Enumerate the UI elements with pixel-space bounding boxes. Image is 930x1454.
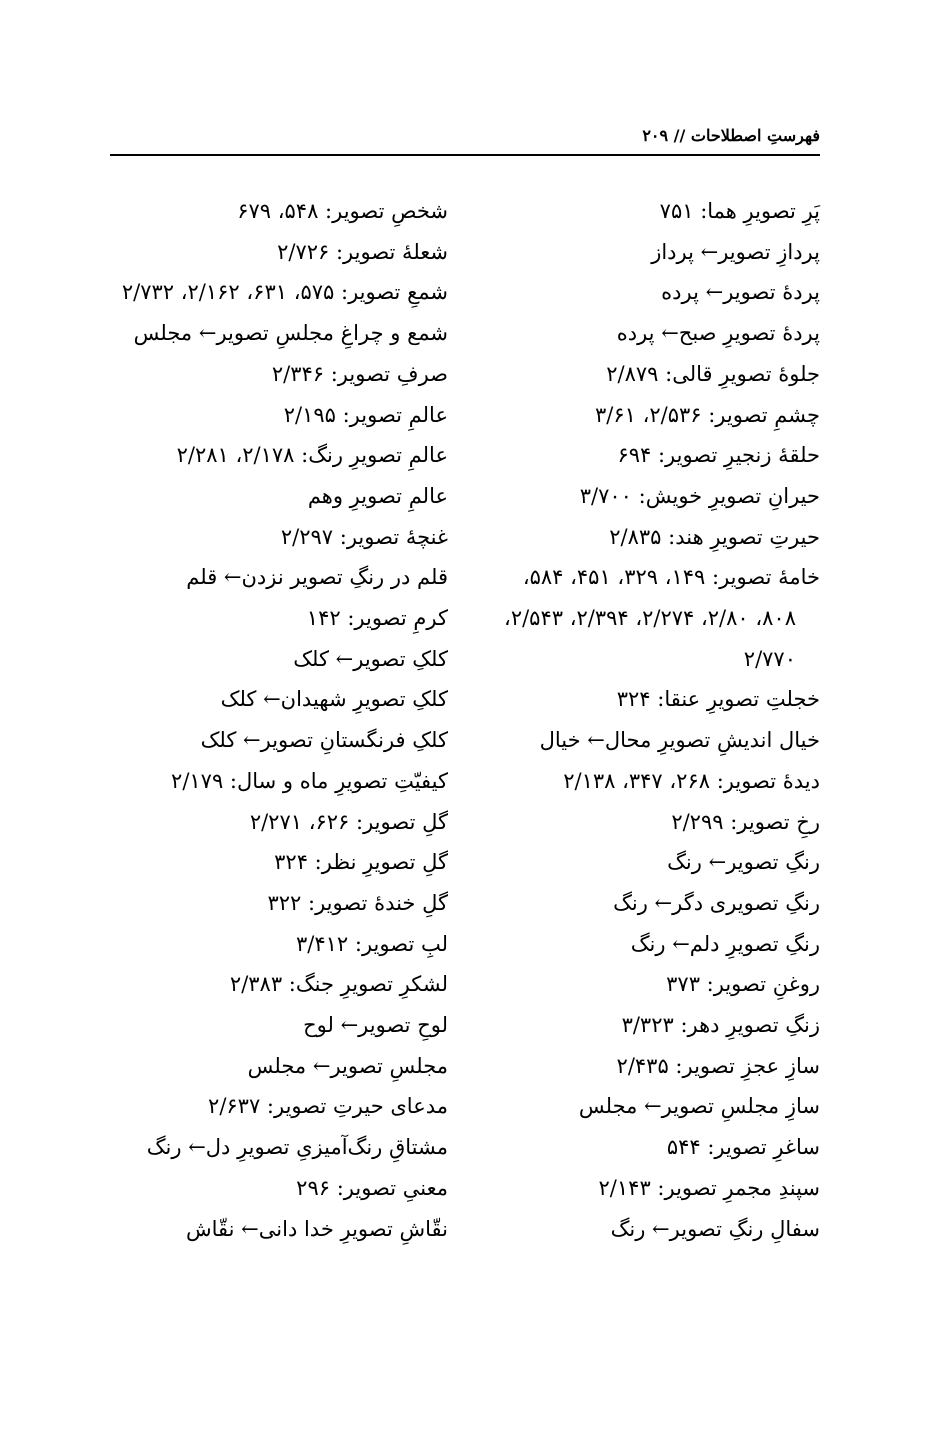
index-entry: گلِ تصویرِ نظر: ۳۲۴ xyxy=(274,850,448,875)
index-entry: ساغرِ تصویر: ۵۴۴ xyxy=(666,1135,820,1160)
index-entry: رخِ تصویر: ۲/۲۹۹ xyxy=(671,809,820,834)
index-entry: سپندِ مجمرِ تصویر: ۲/۱۴۳ xyxy=(598,1175,820,1200)
index-entry: حیرانِ تصویرِ خویش: ۳/۷۰۰ xyxy=(579,483,820,508)
index-column-right xyxy=(490,191,820,1249)
index-entry: کیفیّتِ تصویرِ ماه و سال: ۲/۱۷۹ xyxy=(171,768,448,793)
index-entry: رنگِ تصویر← رنگ xyxy=(667,850,820,875)
index-entry: عالمِ تصویر: ۲/۱۹۵ xyxy=(283,402,448,427)
index-entry: معنیِ تصویر: ۲۹۶ xyxy=(296,1175,448,1200)
index-entry: لبِ تصویر: ۳/۴۱۲ xyxy=(296,931,448,956)
index-entry: مدعای حیرتِ تصویر: ۲/۶۳۷ xyxy=(208,1094,448,1119)
index-entry: عالمِ تصویرِ وهم xyxy=(307,483,448,508)
index-entry: حیرتِ تصویرِ هند: ۲/۸۳۵ xyxy=(609,524,820,549)
index-entry: پردهٔ تصویر← پرده xyxy=(661,280,820,305)
index-entry: صرفِ تصویر: ۲/۳۴۶ xyxy=(271,361,448,386)
index-entry: خجلتِ تصویرِ عنقا: ۳۲۴ xyxy=(616,687,820,712)
index-entry: لوحِ تصویر← لوح xyxy=(303,1013,448,1038)
index-entry: شمعِ تصویر: ۵۷۵، ۶۳۱، ۲/۱۶۲، ۲/۷۳۲ xyxy=(121,280,448,305)
header-rule xyxy=(110,154,820,156)
index-entry: غنچهٔ تصویر: ۲/۲۹۷ xyxy=(280,524,448,549)
index-entry: پردهٔ تصویرِ صبح← پرده xyxy=(616,321,820,346)
index-entry: رنگِ تصویری دگر← رنگ xyxy=(613,890,820,915)
index-entry: مجلسِ تصویر← مجلس xyxy=(247,1053,448,1078)
index-entry-continuation: ۲/۷۷۰ xyxy=(743,646,796,671)
index-entry: شعلهٔ تصویر: ۲/۷۲۶ xyxy=(277,239,448,264)
index-entry-multiline xyxy=(490,557,820,679)
running-head: فهرستِ اصطلاحات // ۲۰۹ xyxy=(642,126,820,145)
index-entry-continuation: ۸۰۸، ۲/۸۰، ۲/۲۷۴، ۲/۳۹۴، ۲/۵۴۳، xyxy=(504,606,796,631)
index-entry: شخصِ تصویر: ۵۴۸، ۶۷۹ xyxy=(237,199,448,223)
index-entry: جلوهٔ تصویرِ قالی: ۲/۸۷۹ xyxy=(606,361,820,386)
index-entry: روغنِ تصویر: ۳۷۳ xyxy=(666,972,820,997)
index-entry: عالمِ تصویرِ رنگ: ۲/۱۷۸، ۲/۲۸۱ xyxy=(176,443,448,468)
index-entry: شمع و چراغِ مجلسِ تصویر← مجلس xyxy=(133,321,448,346)
index-entry-line: خامهٔ تصویر: ۱۴۹، ۳۲۹، ۴۵۱، ۵۸۴، xyxy=(522,565,820,590)
index-entry: لشکرِ تصویرِ جنگ: ۲/۳۸۳ xyxy=(229,972,448,997)
index-entry: نقّاشِ تصویرِ خدا دانی← نقّاش xyxy=(185,1216,448,1241)
index-entry: دیدهٔ تصویر: ۲۶۸، ۳۴۷، ۲/۱۳۸ xyxy=(563,768,820,793)
index-entry: سفالِ رنگِ تصویر← رنگ xyxy=(610,1216,820,1241)
index-entry: کلکِ تصویر← کلک xyxy=(293,646,448,671)
index-entry: حلقهٔ زنجیرِ تصویر: ۶۹۴ xyxy=(617,443,820,468)
index-entry: خیال اندیشِ تصویرِ محال← خیال xyxy=(539,728,820,753)
index-entry: رنگِ تصویرِ دلم← رنگ xyxy=(630,931,820,956)
index-entry: پردازِ تصویر← پرداز xyxy=(651,239,820,264)
index-entry: کرمِ تصویر: ۱۴۲ xyxy=(306,606,448,631)
index-entry: سازِ مجلسِ تصویر← مجلس xyxy=(578,1094,820,1119)
index-entry: سازِ عجزِ تصویر: ۲/۴۳۵ xyxy=(616,1053,820,1078)
index-entry: گلِ تصویر: ۶۲۶، ۲/۲۷۱ xyxy=(249,809,448,834)
index-column-left xyxy=(108,191,448,1249)
index-entry: کلکِ تصویرِ شهیدان← کلک xyxy=(220,687,448,712)
index-entry: چشمِ تصویر: ۲/۵۳۶، ۳/۶۱ xyxy=(594,402,820,427)
index-entry: کلکِ فرنگستانِ تصویر← کلک xyxy=(200,728,448,753)
index-entry: گلِ خندهٔ تصویر: ۳۲۲ xyxy=(267,890,448,915)
index-entry: مشتاقِ رنگ‌آمیزیِ تصویرِ دل← رنگ xyxy=(146,1135,448,1160)
index-entry: قلم در رنگِ تصویر نزدن← قلم xyxy=(186,565,448,590)
index-entry: زنگِ تصویرِ دهر: ۳/۳۲۳ xyxy=(621,1013,820,1038)
index-entry: پَرِ تصویرِ هما: ۷۵۱ xyxy=(659,199,820,223)
